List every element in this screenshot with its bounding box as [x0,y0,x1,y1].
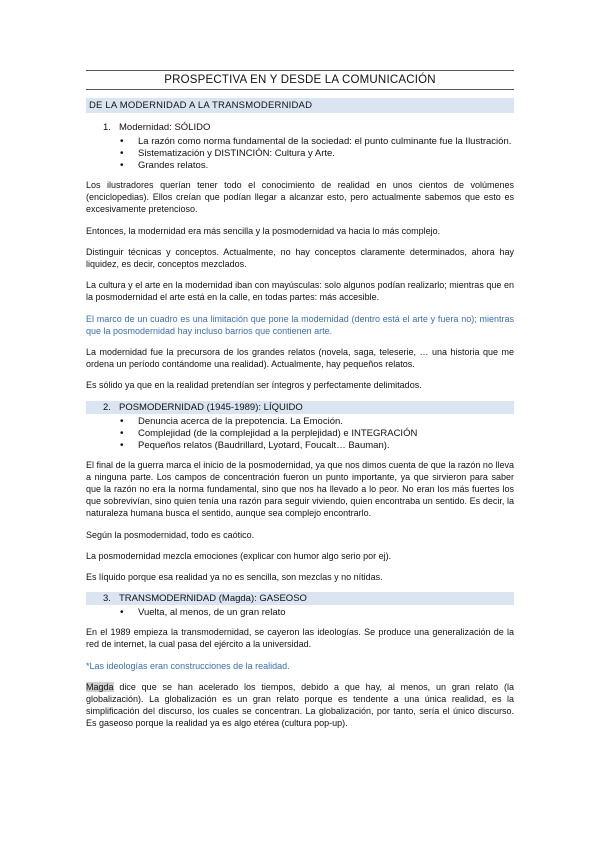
item-1-label: Modernidad: SÓLIDO [119,122,211,133]
item-3-bullets [86,607,514,619]
item-1-bullets [86,136,514,172]
item-3-label: TRANSMODERNIDAD (Magda): GASEOSO [119,593,307,605]
paragraph: La posmodernidad mezcla emociones (explicar con humor algo serio por ej). [86,550,392,561]
paragraph: Es líquido porque esa realidad ya no es sencilla, son mezclas y no nítidas. [86,572,383,583]
item-3-heading [86,592,514,605]
bullet-item: • La razón como norma fundamental de la sociedad: el punto culminante fue la Ilustración. [120,136,514,148]
paragraph: Distinguir técnicas y conceptos. Actualmente, no hay conceptos claramente determinados, ahora hay liquidez, es decir, conceptos mezclados. [86,246,514,270]
bullet-item: • Denuncia acerca de la prepotencia. La Emoción. [120,416,514,428]
paragraph: La modernidad fue la precursora de los grandes relatos (novela, saga, teleserie, … una historia que me ordena un período contándome una realidad). Actualmente, hay pequeños relatos. [86,347,514,370]
bullet-item: • Complejidad (de la complejidad a la perplejidad) e INTEGRACIÓN [120,428,514,440]
document-title: PROSPECTIVA EN Y DESDE LA COMUNICACIÓN [86,70,514,90]
paragraph: El final de la guerra marca el inicio de la posmodernidad, ya que nos dimos cuenta de que la razón no lleva a ninguna parte. Los campos de concentración fueron un punto importante, ya que sirvieron para saber que la razón no era la norma fundamental, sino que nos ha llevado a lo peor. No eran los más fuertes los que sobrevivían, sino quien tenía una razón para seguir viviendo, quien encontraba un sentido. Es decir, la naturaleza humana busca el sentido, aunque sea complejo encontrarlo. [86,459,514,519]
section-heading: DE LA MODERNIDAD A LA TRANSMODERNIDAD [86,98,514,113]
item-2-number: 2. [103,401,111,413]
paragraph: En el 1989 empieza la transmodernidad, se cayeron las ideologías. Se produce una generalización de la red de internet, la cual pasa del ejército a la universidad. [86,627,514,650]
paragraph-rest: dice que se han acelerado los tiempos, debido a que hay, al menos, un gran relato (la globalización). La globalización es un gran relato porque es tendente a una única realidad, es la simplificación del discurso, los cuales se concentran. La globalización, por tanto, sería el único discurso. Es gaseoso porque la realidad ya es algo etérea (cultura pop-up). [86,681,514,729]
item-1-heading [86,121,514,134]
paragraph: Los ilustradores querían tener todo el conocimiento de realidad en unos cientos de volúmenes (enciclopedias). Ellos creían que podían llegar a alcanzar esto, pero actualmente sabemos que esto es excesivamente pretencioso. [86,180,514,215]
highlighted-word: Magda [86,681,114,692]
item-2-label: POSMODERNIDAD (1945-1989): LÍQUIDO [119,401,303,413]
blue-note: *Las ideologías eran construcciones de la realidad. [86,660,290,671]
blue-paragraph: El marco de un cuadro es una limitación que pone la modernidad (dentro está el arte y fuera no); mientras que la posmodernidad hay incluso barrios que contienen arte. [86,313,514,336]
paragraph: Según la posmodernidad, todo es caótico. [86,529,255,540]
bullet-item: • Grandes relatos. [120,160,514,172]
paragraph: La cultura y el arte en la modernidad iban con mayúsculas: solo algunos podían realizarlo; mientras que en la posmodernidad el arte está en la calle, en todas partes: más accesible. [86,280,514,303]
paragraph [86,681,514,730]
bullet-item: • Pequeños relatos (Baudrillard, Lyotard, Foucalt… Bauman). [120,440,514,452]
item-2-bullets [86,416,514,452]
item-2-heading [86,401,514,414]
paragraph: Es sólido ya que en la realidad pretendían ser íntegros y perfectamente delimitados. [86,380,422,391]
bullet-item: • Vuelta, al menos, de un gran relato [120,607,514,619]
document-page [86,70,514,739]
item-3-number: 3. [103,593,111,605]
paragraph: Entonces, la modernidad era más sencilla y la posmodernidad va hacia lo más complejo. [86,225,441,236]
item-1-number: 1. [103,122,111,133]
bullet-item: • Sistematización y DISTINCIÓN: Cultura y Arte. [120,148,514,160]
